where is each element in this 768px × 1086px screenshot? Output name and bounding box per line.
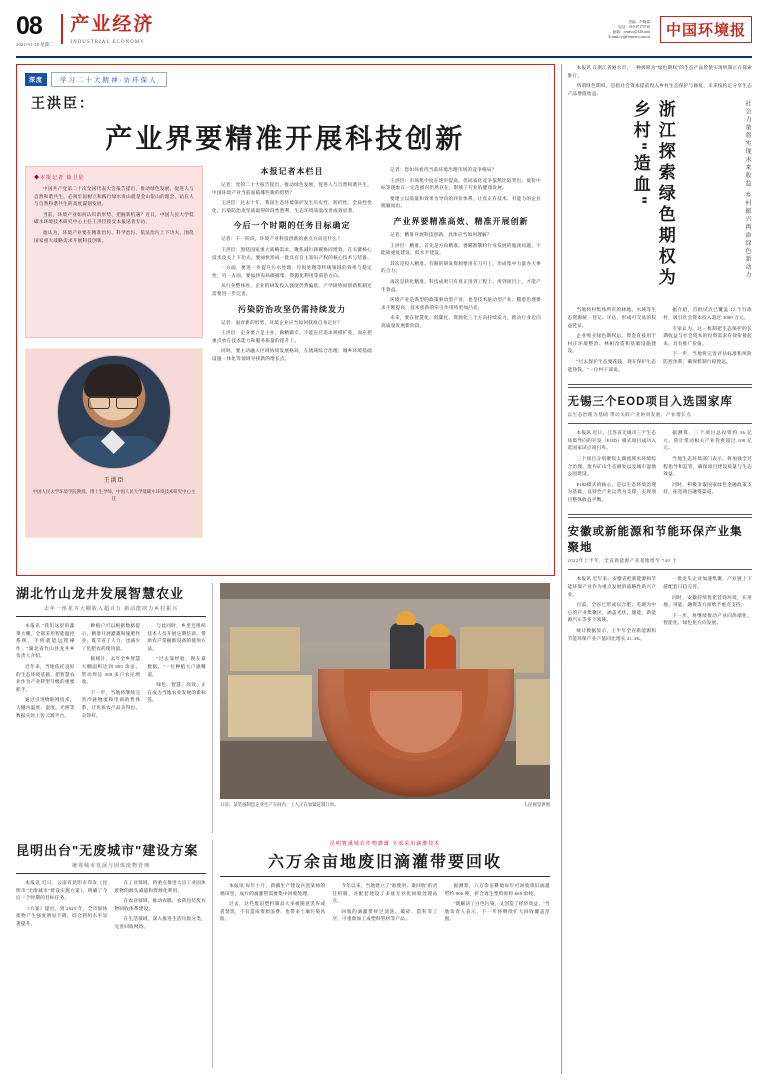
body-para: 据介绍，首批试点已覆盖 12 个行政村，吸引社会资本投入超过 3000 万元。: [663, 307, 753, 320]
photo-block: [212, 583, 550, 833]
portrait-description: 中国人民大学环境学院教授、博士生导师，中国人民大学低碳水环境技术研究中心主任: [32, 489, 196, 501]
body-para: 王洪臣：过去十年，我国生态环境保护发生历史性、转折性、全局性变化，污染防治攻坚战取得阶段性胜利，生态环境质量改善成效显著。: [212, 200, 372, 213]
feature-headline: 产业界要精准开展科技创新: [105, 124, 466, 154]
drip-title: 六万余亩地废旧滴灌带要回收: [267, 854, 502, 871]
photo-crate: [516, 679, 550, 765]
bamboo-columns: [16, 622, 206, 722]
drip-shoulder: 昆明曹溪城农作物灌溉 全部采用滴灌技术: [329, 842, 441, 847]
wuxi-col-1: [568, 429, 657, 506]
section-block: [70, 14, 154, 45]
anhui-col-2: [663, 575, 752, 645]
body-para: 记者：面对新的形势，环境企业应当如何找准自身定位？: [221, 319, 343, 325]
body-para: "既解决了白色污染，又创造了经济效益。"当地负责人表示，下一步将继续扩大回收覆盖范围。: [444, 901, 550, 922]
portrait-hair: [84, 364, 142, 398]
photo-crate: [228, 675, 312, 737]
feature-column-1: [25, 166, 203, 538]
section-title: 产业经济: [70, 14, 155, 35]
wuxi-headline: 无锡三个EOD项目入选国家库: [567, 396, 733, 409]
body-para: 过去，这些废旧塑料制品大多被随意丢弃或者焚烧，不仅造成资源浪费，也带来土壤污染风险。: [220, 901, 326, 922]
feature-column-2: [212, 166, 372, 538]
body-para: 在农业领域，推动农膜、农药包装废弃物回收体系建设。: [114, 898, 206, 911]
kunming-subtitle: 统筹城市发展与固体废物管理: [71, 864, 150, 869]
drip-col-2: [332, 882, 437, 926]
body-para: 本报讯 在浙江省丽水市，一种被称为"绿色期权"的生态产品价值实现机制正在探索推行。: [567, 65, 752, 78]
body-para: "过去保护生态要花钱，现在保护生态能挣钱。"一位村干部说。: [567, 358, 657, 372]
body-para: 记者：您如何看待当前环境治理市场的竞争格局？: [390, 167, 497, 172]
masthead: [16, 14, 752, 58]
wuxi-rule: [568, 423, 752, 424]
body-para: 再次是转化精准。科技成果只有真正用到工程上、用到项目上，才能产生效益。: [381, 278, 541, 292]
kunming-rule: [16, 873, 206, 874]
mid-row: [16, 583, 555, 833]
bamboo-col-2: [82, 622, 141, 722]
masthead-divider: [61, 14, 63, 44]
body-para: 同时，积极争取国家绿色金融政策支持，拓宽项目融资渠道。: [663, 481, 753, 495]
zhejiang-headline: 浙江探索绿色期权为乡村"造血": [630, 100, 675, 290]
feature-lead-box: [25, 166, 203, 338]
body-para: 环境产业是典型的政策驱动型产业，也是技术驱动型产业。随着治理要求不断提高，技术创新的牵引作用将更加凸显。: [381, 297, 541, 310]
body-para: "过去靠经验，现在靠数据。"一位种植大户感慨道。: [147, 656, 207, 677]
body-para: 在工业领域，将重点推进大宗工业固体废物的源头减量和资源化利用。: [114, 880, 206, 893]
body-para: 王洪臣：精准，首先是方向精准。要瞄准制约行业发展的瓶颈问题，不能搞重复建设、低水平建设。: [381, 242, 541, 256]
right-article-zhejiang: [568, 64, 752, 376]
feature-col2-text-2: [212, 235, 372, 297]
factory-photo: [220, 583, 550, 799]
anhui-subhead: 2022年上半年，全省新能源产业基地增至 740 个: [567, 558, 677, 564]
body-para: 当地将村集体所有的林地、水域等生态资源统一登记、评估，形成可交易的权益凭证。: [567, 307, 657, 328]
right-zone: [568, 64, 752, 1074]
masthead-left: [16, 14, 154, 48]
portrait-card: [25, 348, 203, 538]
feature-col2-text-1: [212, 181, 372, 214]
photo-beam: [220, 583, 550, 599]
feature-article: [16, 64, 555, 576]
bottom-row: [16, 840, 555, 1068]
zhejiang-col-1: [568, 306, 657, 376]
portrait-name: 王洪臣: [103, 478, 125, 484]
anhui-headline: 安徽或新能源和节能环保产业集聚地: [567, 526, 743, 555]
body-para: 一方面，要进一步提升污水处理、垃圾处理等传统领域的效率与稳定性；另一方面，要加快布局碳捕集、资源化利用等前沿方向。: [212, 265, 372, 278]
anhui-columns: [568, 575, 752, 645]
body-para: 下一步，当地将完善评估标准和风险防控体系，确保机制行稳致远。: [663, 351, 753, 364]
photo-crate: [460, 627, 544, 673]
feature-badge: 深度: [25, 73, 47, 86]
article-bamboo: [16, 583, 212, 833]
body-para: 近年来，当地依托良好的生态环境基础，把智慧农业作为产业转型升级的重要抓手。: [16, 663, 75, 692]
body-para: 通过引进物联网技术，大棚内温度、湿度、光照等数据实时上传云端平台。: [16, 697, 75, 718]
body-para: 本报讯 近日，云南省昆明市印发《昆明市"无废城市"建设实施方案》，明确了今后一个时期的目标任务。: [16, 880, 108, 901]
bamboo-subtitle: 去年一座花卉大棚收入超百万 新动能助力乡村振兴: [43, 607, 179, 612]
wuxi-col-2: [663, 429, 752, 506]
body-para: 记者：下一阶段，环境产业科技创新的重点方向是什么？: [221, 236, 343, 242]
masthead-contact: [609, 20, 650, 40]
right-article-wuxi: [568, 393, 752, 506]
body-para: EOD模式的核心，是以生态环境治理为基础，以特色产业运营为支撑，实现项目整体收益平衡。: [567, 481, 657, 502]
body-para: 据统计，去年全乡智慧大棚面积达到 800 余亩，带动周边 300 多户农民增收。: [81, 656, 141, 685]
body-para: 王洪臣：企业要立足主业，做精做专。不能盲目追求规模扩张，而应把重点放在技术能力和服务质量的提升上。: [212, 330, 372, 343]
body-para: 三个项目分别聚焦太湖流域水环境综合治理、废弃矿山生态修复以及城市湿地公园建设。: [567, 455, 657, 477]
body-para: 今年以来，当地建立了"谁使用、谁回收"的责任机制，并配套建设了多座专业化回收处理站点。: [332, 883, 438, 904]
drip-col-3: [445, 882, 550, 926]
wuxi-columns: [568, 429, 752, 506]
kunming-title: 昆明出台"无废城市"建设方案: [16, 843, 199, 858]
body-para: 记者：精准开展科技创新，具体应当如何理解？: [390, 231, 492, 237]
body-para: 记者：党的二十大报告提出，推动绿色发展，促进人与自然和谐共生。中国环境产业当前面临哪些新的形势？: [212, 182, 372, 195]
right-article-anhui: [568, 523, 752, 645]
feature-col3-text-1: [381, 166, 541, 210]
body-para: 当地生态环境部门表示，将加强全过程指导和监管，确保项目建设质量与生态效益。: [663, 455, 753, 477]
bamboo-col-3: [147, 622, 206, 722]
glasses-icon: [88, 396, 138, 407]
right-divider-1: [568, 384, 752, 388]
zhejiang-col-2: [663, 306, 752, 376]
body-para: 王洪臣：围绕国家重大战略需求，聚焦减污降碳协同增效，在关键核心技术攻关上下功夫。要加快形成一批具有自主知识产权的核心技术与装备。: [212, 246, 372, 260]
kunming-col-2: [115, 879, 207, 934]
body-para: 绿色、智慧、高效，正在成为当地农业发展的新标签。: [147, 682, 207, 703]
anhui-col-1: [568, 575, 657, 645]
feature-kicker: 王洪臣：: [31, 95, 95, 111]
article-drip: [212, 840, 550, 1068]
bamboo-col-1: [16, 622, 75, 722]
page-number: 08: [16, 12, 42, 40]
zhejiang-top-text: [568, 64, 752, 97]
body-para: 《方案》提出，到 2025 年，全市固体废物产生强度明显下降，综合利用水平显著提升。: [16, 905, 108, 926]
photo-crate: [230, 627, 300, 671]
page-number-block: [16, 14, 54, 48]
kunming-columns: [16, 879, 206, 934]
body-para: 统计数据显示，上半年全省新能源和节能环保产业产值同比增长 21.3%。: [567, 628, 657, 641]
body-para: 本报讯 近年来，安徽省把新能源和节能环保产业作为重点发展的战略性新兴产业。: [567, 576, 657, 597]
feature-lead-text: [34, 185, 194, 244]
body-para: 下一步，将继续推动产业向高端化、智能化、绿色化方向发展。: [663, 612, 753, 626]
drip-columns: [220, 882, 550, 926]
right-divider-2: [568, 514, 752, 518]
body-para: 本报讯 "我们这里的蔬菜大棚，全部采用智能温控系统，手机就能远程操作。"湖北省竹山县龙井乡负责人介绍。: [16, 623, 75, 659]
feature-subhead-4: 产业界要精准高效、精准开展创新: [393, 216, 529, 226]
body-para: 本报讯 近日，江苏省无锡市三个生态环境导向的开发（EOD）模式项目成功入选国家试点项目库。: [567, 430, 657, 451]
contact-line-3: 邮箱：cenews@126.com: [612, 30, 650, 34]
photo-credit: 人民视觉供图: [523, 802, 550, 807]
body-para: 从行业整体看，企业的研发投入强度仍然偏低，产学研协同创新机制还需要进一步完善。: [212, 283, 372, 296]
body-para: 目前，全省已形成以合肥、芜湖为中心的产业集聚区，涵盖光伏、储能、新能源汽车等多个领域。: [567, 602, 657, 623]
contact-line-2: 电话：010-67175716: [618, 25, 650, 29]
feature-subhead-3: 污染防治攻坚仍需持续发力: [238, 304, 346, 314]
drip-rule: [220, 876, 550, 877]
portrait-photo: [57, 355, 171, 469]
zhejiang-subhead: 社会力量将实现未来收益 乡村振兴再添绿色新动力: [743, 100, 750, 280]
contact-line-4: E-mail:cyjj@cenews.com.cn: [608, 35, 650, 39]
feature-lead-byline: ◆本报记者 徐卫星: [34, 176, 85, 181]
feature-subhead-1: 本报记者本栏目: [260, 167, 324, 176]
body-para: 未来，要在智慧化、低碳化、资源化三个方向持续发力，推动行业迈向高质量发展新阶段。: [381, 315, 541, 328]
page-body: [16, 64, 752, 1074]
lead-para: 他认为，环境产业要在精准治污、科学治污、依法治污上下功夫，围绕国家重大战略需求开展科技创新。: [34, 229, 194, 243]
body-para: 王洪臣：市场集中度在逐步提高，但同质化竞争依然比较突出。低价中标等现象在一定范围内仍然存在，影响了行业的健康发展。: [381, 177, 541, 191]
feature-tagline: [25, 72, 546, 87]
kunming-col-1: [16, 879, 108, 934]
body-para: 企业购买绿色期权后，资金直接用于村庄环境整治、林相改造和基础设施建设。: [567, 333, 657, 354]
body-para: 本报讯 每年十月，新疆生产建设兵团某师的棉田里，成片的滴灌带需要集中回收处理。: [220, 883, 326, 896]
photo-caption: [220, 802, 550, 808]
bamboo-title: 湖北竹山龙井发展智慧农业: [16, 586, 185, 601]
lead-para: 中国共产党第二十次全国代表大会报告提出，推动绿色发展，促进人与自然和谐共生。必须牢固树立和践行绿水青山就是金山银山的理念，站在人与自然和谐共生的高度谋划发展。: [34, 186, 194, 207]
body-para: 与此同时，乡里还组织技术人员开展定期培训，帮助农户掌握新设备的使用方法。: [147, 623, 207, 651]
page-date: 2022-01-18 星期二: [16, 42, 55, 47]
body-para: 同时，要主动融入区域协同发展格局，在流域综合治理、城乡环境基础设施一体化等领域寻找新的增长点。: [212, 348, 372, 361]
vertical-rule: [561, 64, 562, 1074]
body-para: 回收的滴灌带经过清洗、破碎、造粒等工序，可重新加工成塑料管材等产品。: [332, 908, 438, 922]
body-para: 种植户可以根据数据提示，精准开展灌溉和施肥作业，既节省了人力，也减少了化肥农药使用量。: [81, 623, 141, 651]
body-para: 据测算，六万余亩耕地每年可回收废旧滴灌带约 900 吨，折合再生塑料原料 600 余吨。: [444, 883, 550, 896]
body-para: 所谓绿色期权，是指社会资本提前投入乡村生态保护与修复，未来按约定分享生态产品增值收益。: [567, 83, 752, 96]
feature-column-3: [381, 166, 541, 538]
feature-col2-text-3: [212, 319, 372, 363]
feature-columns: [25, 166, 546, 538]
anhui-rule: [568, 569, 752, 570]
body-para: 其次是投入精准。有限的研发资源要用在刀刃上，形成集中力量办大事的合力。: [381, 260, 541, 274]
body-para: 在生活领域，深入推进生活垃圾分类，完善回收网络。: [114, 916, 206, 929]
lead-para: 当前，环境产业如何认识新形势、把握新机遇？近日，中国人民大学低碳水环境技术研究中心主任王洪臣接受本报记者专访。: [34, 211, 194, 225]
feature-subhead-2: 今后一个时期的任务目标确定: [233, 221, 351, 231]
zhejiang-vertical-headline-wrap: [568, 100, 752, 300]
feature-tag-text: 学习二十大精神·访环保人: [51, 72, 167, 87]
feature-col3-text-2: [381, 231, 541, 330]
drip-col-1: [220, 882, 325, 926]
wuxi-subhead: 以生态治理为基础 带动关联产业协同发展、产业增长点: [567, 412, 692, 418]
article-kunming: [16, 840, 212, 1068]
photo-caption-text: 日前，某装备制造企业生产车间内，工人正在加紧赶制订单。: [220, 802, 339, 807]
body-para: 专家认为，这一机制把生态保护的长期收益与社会资本的投资需求有效衔接起来，具有推广价值。: [663, 325, 753, 346]
body-para: 要建立以质量和效果为导向的评价体系，让真正有技术、有能力的企业脱颖而出。: [381, 195, 541, 209]
bamboo-rule: [16, 616, 206, 617]
section-subtitle: INDUSTRIAL ECONOMY: [70, 40, 145, 45]
body-para: 一批龙头企业加速集聚，产业链上下游配套日趋完善。: [663, 576, 753, 590]
body-para: 下一步，当地将继续完善冷链物流和电商销售体系，让优质农产品卖得出、卖得好。: [81, 689, 141, 718]
body-para: 同时，安徽持续优化营商环境，在用地、用能、融资等方面给予重点支持。: [663, 594, 753, 608]
body-para: 据测算，三个项目总投资约 56 亿元，预计带动相关产业投资超过 100 亿元。: [663, 430, 753, 451]
publication-brand: 中国环境报: [660, 16, 752, 43]
zhejiang-columns: [568, 306, 752, 376]
left-zone: [16, 64, 555, 1074]
contact-line-1: 责编：芦晓春: [628, 20, 650, 24]
